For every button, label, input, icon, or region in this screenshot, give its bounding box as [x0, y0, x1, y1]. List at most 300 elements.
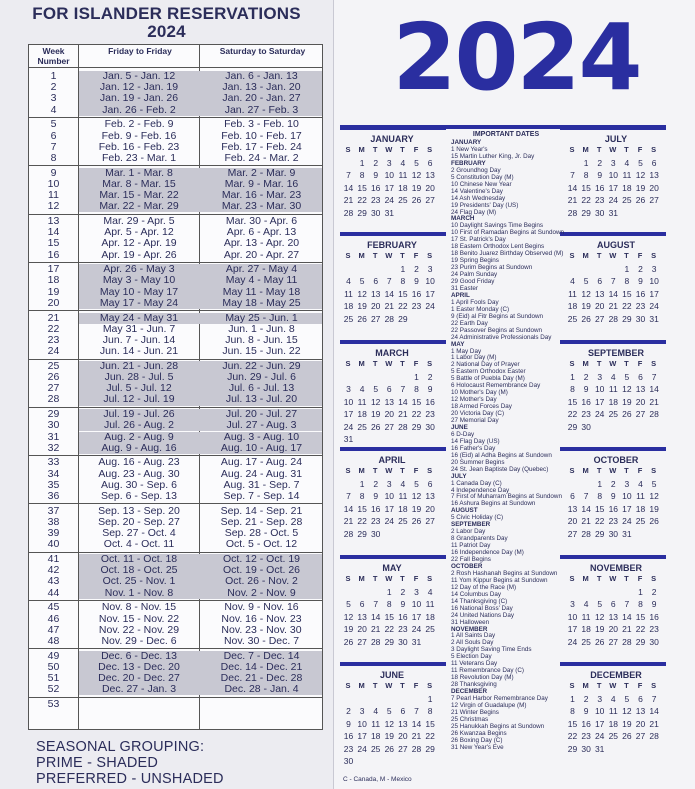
day-number: 19	[622, 718, 632, 729]
friday-range: Jan. 26 - Feb. 2	[102, 103, 176, 116]
day-number: 1	[359, 479, 365, 489]
weekday-label: T	[596, 681, 602, 690]
day-number: 11	[636, 491, 645, 502]
saturday-range: Sep. 14 - Sep. 21	[220, 504, 303, 517]
day-number: 21	[343, 516, 354, 527]
weekday-label: S	[345, 251, 351, 260]
saturday-range: Apr. 13 - Apr. 20	[223, 237, 300, 250]
day-number: 23	[581, 409, 591, 420]
saturday-range: Dec. 7 - Dec. 14	[223, 649, 300, 662]
day-number: 1	[583, 158, 589, 168]
important-month-heading: JANUARY	[451, 139, 482, 146]
day-number: 15	[384, 611, 395, 622]
day-number: 6	[359, 599, 365, 610]
day-number: 30	[370, 207, 381, 218]
important-date: 16 Father's Day	[451, 444, 496, 452]
day-number: 17	[594, 718, 605, 729]
day-number: 17	[649, 288, 659, 299]
weekday-label: W	[385, 681, 393, 690]
saturday-range: Sep. 7 - Sep. 14	[223, 490, 300, 502]
week-number: 35	[47, 478, 60, 491]
day-number: 14	[567, 182, 578, 193]
important-month-heading: SEPTEMBER	[451, 521, 491, 529]
day-number: 28	[622, 636, 632, 647]
weekday-label: W	[609, 145, 617, 154]
friday-range: Aug. 23 - Aug. 30	[98, 467, 180, 480]
important-date: 1 Canada Day (C)	[451, 479, 502, 487]
important-date: 20 Victoria Day (C)	[451, 410, 505, 418]
day-number: 5	[414, 158, 419, 168]
weekday-label: M	[582, 251, 589, 260]
important-date: 12 Mother's Day	[451, 396, 497, 404]
weekday-label: W	[609, 681, 617, 690]
day-number: 11	[357, 396, 367, 407]
weekday-label: S	[569, 359, 575, 368]
saturday-range: Sep. 28 - Oct. 5	[224, 527, 299, 540]
saturday-range: Nov. 16 - Nov. 23	[221, 612, 302, 625]
day-number: 14	[608, 288, 619, 299]
important-date: 12 Day of the Race (M)	[451, 583, 517, 591]
weekday-label: S	[427, 681, 433, 690]
day-number: 9	[583, 706, 589, 717]
day-number: 2	[346, 706, 351, 717]
friday-range: Mar. 29 - Apr. 5	[103, 214, 175, 227]
weekday-label: S	[569, 251, 575, 260]
saturday-range: Jul. 27 - Aug. 3	[226, 419, 297, 432]
day-number: 17	[411, 611, 422, 622]
header-saturday: Saturday to Saturday	[219, 46, 306, 56]
day-number: 5	[624, 372, 630, 382]
saturday-range: Apr. 6 - Apr. 13	[226, 226, 297, 239]
week-number: 11	[48, 189, 59, 201]
day-number: 28	[398, 421, 408, 432]
day-number: 5	[373, 384, 379, 395]
weekday-label: T	[624, 681, 629, 690]
week-number: 9	[50, 166, 57, 179]
day-number: 17	[622, 503, 632, 514]
day-number: 28	[343, 207, 354, 218]
day-number: 14	[343, 182, 354, 193]
important-date: 14 Columbus Day	[451, 590, 502, 598]
weekday-label: F	[413, 359, 419, 368]
friday-range: Jan. 12 - Jan. 19	[99, 81, 179, 94]
weekday-label: T	[624, 359, 629, 368]
important-date: 2 Rosh Hashanah Begins at Sundown	[451, 569, 558, 577]
saturday-range: May 11 - May 18	[222, 285, 301, 298]
day-number: 4	[427, 587, 433, 597]
week-number: 1	[50, 70, 57, 82]
day-number: 22	[581, 195, 591, 206]
day-number: 29	[425, 743, 435, 754]
day-number: 11	[608, 384, 618, 395]
day-number: 30	[649, 636, 659, 647]
day-number: 5	[638, 158, 643, 168]
table-row	[29, 576, 322, 587]
week-number: 47	[47, 623, 60, 636]
weekday-label: F	[413, 574, 419, 583]
saturday-range: Dec. 21 - Dec. 28	[220, 672, 303, 684]
weekday-label: F	[637, 251, 643, 260]
friday-range: May 17 - May 24	[99, 296, 179, 309]
weekday-label: M	[358, 145, 365, 154]
important-date: 14 Thanksgiving (C)	[451, 597, 508, 605]
saturday-range: Jul. 20 - Jul. 27	[225, 408, 298, 421]
day-number: 21	[608, 301, 619, 312]
day-number: 12	[581, 288, 591, 299]
day-number: 24	[622, 516, 632, 527]
saturday-range: Jun. 15 - Jun. 22	[222, 345, 301, 358]
week-number: 4	[50, 103, 57, 116]
day-number: 9	[583, 384, 589, 395]
day-number: 1	[597, 479, 603, 489]
week-number: 30	[47, 419, 60, 432]
day-number: 3	[414, 587, 419, 597]
day-number: 22	[425, 731, 435, 742]
important-date: 17 St. Patrick's Day	[451, 236, 506, 244]
day-number: 3	[610, 158, 616, 168]
day-number: 8	[597, 491, 603, 502]
day-number: 22	[594, 516, 605, 527]
legend-preferred: PREFERRED - UNSHADED	[36, 771, 224, 787]
weekday-label: T	[596, 574, 602, 583]
month-name: FEBRUARY	[367, 240, 417, 250]
weekday-label: M	[358, 359, 365, 368]
weekday-label: S	[569, 145, 575, 154]
day-number: 20	[425, 182, 435, 193]
day-number: 15	[635, 611, 646, 622]
day-number: 10	[608, 170, 619, 181]
day-number: 16	[411, 288, 422, 299]
week-number: 44	[47, 586, 60, 599]
day-number: 9	[373, 170, 379, 181]
weekday-label: S	[427, 145, 433, 154]
friday-range: Feb. 23 - Mar. 1	[101, 151, 177, 164]
friday-range: Mar. 22 - Mar. 29	[99, 200, 179, 213]
weekday-label: T	[372, 681, 378, 690]
important-date: 3 Daylight Saving Time Ends	[451, 646, 532, 654]
week-number: 29	[47, 408, 60, 421]
day-number: 24	[357, 743, 367, 754]
day-number: 31	[608, 207, 619, 218]
day-number: 20	[635, 718, 646, 729]
day-number: 12	[343, 611, 354, 622]
table-row	[29, 457, 322, 468]
saturday-range: May 4 - May 11	[225, 274, 298, 287]
weekday-label: S	[651, 145, 657, 154]
friday-range: Sep. 13 - Sep. 20	[98, 504, 180, 517]
reservations-title: FOR ISLANDER RESERVATIONS	[32, 4, 301, 23]
day-number: 16	[398, 611, 408, 622]
friday-range: Apr. 12 - Apr. 19	[101, 237, 177, 250]
day-number: 10	[384, 170, 395, 181]
day-number: 4	[359, 384, 365, 395]
friday-range: Jul. 5 - Jul. 12	[106, 382, 172, 395]
day-number: 7	[386, 276, 392, 287]
day-number: 17	[608, 182, 619, 193]
weekday-label: W	[609, 466, 617, 475]
month-rule	[560, 662, 666, 666]
day-number: 23	[594, 195, 605, 206]
day-number: 11	[398, 491, 408, 502]
day-number: 4	[610, 372, 616, 382]
important-date: 31 New Year's Eve	[451, 743, 504, 751]
day-number: 28	[608, 313, 619, 324]
important-date: 25 Christmas	[451, 715, 489, 723]
day-number: 17	[567, 624, 578, 635]
important-date: 20 Summer Begins	[451, 458, 505, 466]
important-date: 10 First of Ramadan Begins at Sundown	[451, 229, 565, 237]
weekday-label: T	[372, 251, 378, 260]
weekday-label: M	[358, 574, 365, 583]
day-number: 30	[594, 207, 605, 218]
weekday-label: W	[609, 574, 617, 583]
footnote: C - Canada, M - Mexico	[343, 776, 412, 783]
day-number: 22	[398, 301, 408, 312]
day-number: 5	[583, 276, 589, 287]
weekday-label: W	[609, 251, 617, 260]
important-date: 11 Patriot Day	[451, 542, 491, 550]
table-row	[29, 602, 322, 613]
friday-range: Jul. 26 - Aug. 2	[103, 419, 175, 432]
saturday-range: Aug. 24 - Aug. 31	[220, 467, 303, 480]
important-date: 16 Ashura Begins at Sundown	[451, 500, 536, 508]
friday-range: May 31 - Jun. 7	[102, 322, 176, 335]
important-date: 2 Groundhog Day	[451, 166, 501, 174]
day-number: 19	[384, 731, 395, 742]
day-number: 4	[570, 276, 575, 287]
important-date: 5 Civic Holiday (C)	[451, 514, 504, 522]
day-number: 8	[359, 491, 365, 502]
day-number: 27	[567, 528, 578, 539]
friday-range: Mar. 1 - Mar. 8	[105, 166, 173, 179]
table-row	[29, 432, 322, 443]
day-number: 12	[411, 491, 422, 502]
day-number: 13	[608, 611, 619, 622]
day-number: 24	[343, 421, 354, 432]
day-number: 3	[386, 479, 392, 489]
important-date: 24 Palm Sunday	[451, 271, 498, 279]
friday-range: May 10 - May 17	[99, 285, 179, 298]
friday-range: Nov. 29 - Dec. 6	[101, 634, 177, 647]
day-number: 6	[373, 276, 379, 287]
day-number: 18	[357, 409, 367, 420]
day-number: 27	[357, 636, 367, 647]
day-number: 26	[622, 409, 632, 420]
saturday-range: Jun. 29 - Jul. 6	[227, 371, 296, 383]
friday-range: Mar. 8 - Mar. 15	[102, 177, 176, 190]
day-number: 4	[624, 158, 630, 168]
day-number: 16	[343, 731, 354, 742]
day-number: 28	[370, 636, 381, 647]
saturday-range: Oct. 19 - Oct. 26	[222, 564, 301, 577]
weekday-label: F	[637, 681, 643, 690]
day-number: 19	[635, 182, 646, 193]
important-month-heading: MARCH	[451, 215, 475, 223]
important-date: 7 Pearl Harbor Remembrance Day	[451, 695, 548, 702]
day-number: 10	[594, 384, 605, 395]
day-number: 17	[343, 409, 354, 420]
week-number: 22	[47, 322, 60, 335]
legend-prime: PRIME - SHADED	[36, 755, 159, 771]
day-number: 7	[651, 694, 657, 704]
week-number: 39	[47, 527, 60, 540]
header-week: Week Number	[37, 46, 70, 66]
friday-range: Jan. 5 - Jan. 12	[102, 70, 176, 82]
month-name: APRIL	[378, 455, 406, 465]
day-number: 19	[357, 301, 367, 312]
day-number: 8	[359, 170, 365, 181]
day-number: 8	[638, 599, 643, 610]
day-number: 12	[622, 706, 632, 717]
table-row	[29, 614, 322, 625]
weekday-label: M	[582, 574, 589, 583]
month-rule	[560, 340, 666, 344]
important-date: 2 All Souls Day	[451, 639, 494, 647]
important-month-heading: APRIL	[451, 291, 470, 299]
important-date: 1 April Fools Day	[451, 298, 499, 306]
day-number: 14	[622, 611, 632, 622]
important-date: 6 Holocaust Remembrance Day	[451, 382, 541, 390]
day-number: 28	[343, 528, 354, 539]
weekday-label: S	[427, 574, 433, 583]
friday-range: Apr. 19 - Apr. 26	[101, 248, 177, 261]
day-number: 10	[343, 396, 354, 407]
day-number: 5	[346, 599, 351, 610]
day-number: 15	[594, 503, 605, 514]
day-number: 18	[370, 731, 381, 742]
weekday-label: M	[358, 681, 365, 690]
day-number: 21	[622, 624, 632, 635]
month-rule	[340, 340, 446, 344]
day-number: 24	[567, 636, 578, 647]
day-number: 17	[384, 503, 395, 514]
day-number: 31	[594, 743, 605, 754]
day-number: 28	[384, 313, 395, 324]
saturday-range: Oct. 5 - Oct. 12	[225, 538, 298, 551]
important-date: 18 Benito Juarez Birthday Observed (M)	[451, 250, 564, 258]
saturday-range: May 25 - Jun. 1	[225, 311, 298, 324]
important-date: 8 Grandparents Day	[451, 535, 508, 543]
week-number: 52	[47, 683, 60, 696]
important-month-heading: NOVEMBER	[451, 625, 488, 633]
table-row	[29, 588, 322, 599]
day-number: 26	[357, 313, 367, 324]
day-number: 8	[427, 706, 433, 717]
day-number: 25	[425, 624, 435, 635]
day-number: 3	[624, 479, 630, 489]
day-number: 13	[357, 611, 367, 622]
weekday-label: T	[372, 466, 378, 475]
day-number: 12	[370, 396, 381, 407]
month-rule	[340, 232, 446, 236]
day-number: 2	[610, 479, 616, 489]
day-number: 4	[346, 276, 351, 287]
day-number: 31	[622, 528, 632, 539]
weekday-label: F	[413, 145, 419, 154]
important-date: 22 Fall Begins	[451, 556, 491, 563]
important-month-heading: AUGUST	[451, 507, 478, 515]
day-number: 10	[594, 706, 605, 717]
day-number: 24	[649, 301, 659, 312]
saturday-range: Mar. 16 - Mar. 23	[221, 189, 302, 201]
day-number: 18	[398, 503, 408, 514]
day-number: 10	[649, 276, 659, 287]
table-row	[29, 491, 322, 502]
friday-range: May 3 - May 10	[102, 274, 176, 287]
week-number: 42	[47, 564, 60, 577]
day-number: 3	[651, 264, 657, 274]
day-number: 9	[346, 718, 351, 729]
important-date: 22 Passover Begins at Sundown	[451, 326, 543, 334]
weekday-label: S	[427, 359, 433, 368]
day-number: 29	[622, 313, 632, 324]
important-date: 19 Presidents' Day (US)	[451, 201, 519, 209]
saturday-range: Apr. 27 - May 4	[225, 263, 298, 276]
day-number: 25	[608, 731, 619, 742]
week-number: 6	[50, 129, 57, 142]
calendar-year: 2024	[392, 4, 641, 111]
table-row	[29, 684, 322, 695]
week-table	[28, 44, 323, 730]
day-number: 23	[649, 624, 659, 635]
day-number: 13	[425, 170, 435, 181]
day-number: 28	[649, 731, 659, 742]
day-number: 29	[384, 636, 395, 647]
weekday-label: W	[385, 574, 393, 583]
friday-range: Nov. 22 - Nov. 29	[98, 623, 180, 636]
month-name: JUNE	[379, 670, 404, 680]
day-number: 28	[411, 743, 422, 754]
day-number: 7	[414, 706, 419, 717]
important-date: 5 Constitution Day (M)	[451, 173, 514, 181]
important-date: 11 Yom Kippur Begins at Sundown	[451, 576, 548, 584]
table-row	[29, 131, 322, 142]
weekday-label: M	[582, 681, 589, 690]
day-number: 22	[635, 624, 646, 635]
day-number: 19	[622, 396, 632, 407]
day-number: 17	[594, 396, 605, 407]
day-number: 19	[594, 624, 605, 635]
day-number: 29	[357, 528, 367, 539]
week-number: 48	[47, 634, 60, 647]
day-number: 26	[635, 195, 646, 206]
important-date: 18 Eastern Orthodox Lent Begins	[451, 243, 545, 251]
important-date: 25 Hanukkah Begins at Sundown	[451, 722, 545, 730]
friday-range: Nov. 1 - Nov. 8	[104, 586, 174, 599]
day-number: 27	[384, 421, 395, 432]
weekday-label: T	[372, 574, 378, 583]
day-number: 3	[597, 694, 603, 704]
week-number: 33	[47, 456, 60, 469]
week-number: 25	[47, 359, 60, 372]
day-number: 5	[624, 694, 630, 704]
day-number: 6	[427, 479, 433, 489]
weekday-label: S	[651, 574, 657, 583]
week-number: 49	[47, 649, 60, 662]
day-number: 6	[570, 491, 575, 502]
weekday-label: S	[651, 359, 657, 368]
weekday-label: T	[624, 251, 629, 260]
day-number: 8	[386, 599, 392, 610]
important-date: 16 National Boss' Day	[451, 604, 513, 612]
weekday-label: M	[358, 466, 365, 475]
friday-range: Jun. 28 - Jul. 5	[104, 371, 174, 383]
day-number: 24	[425, 301, 435, 312]
day-number: 21	[411, 731, 422, 742]
important-date: 23 Purim Begins at Sundown	[451, 264, 533, 272]
day-number: 3	[597, 372, 603, 382]
day-number: 23	[581, 731, 591, 742]
